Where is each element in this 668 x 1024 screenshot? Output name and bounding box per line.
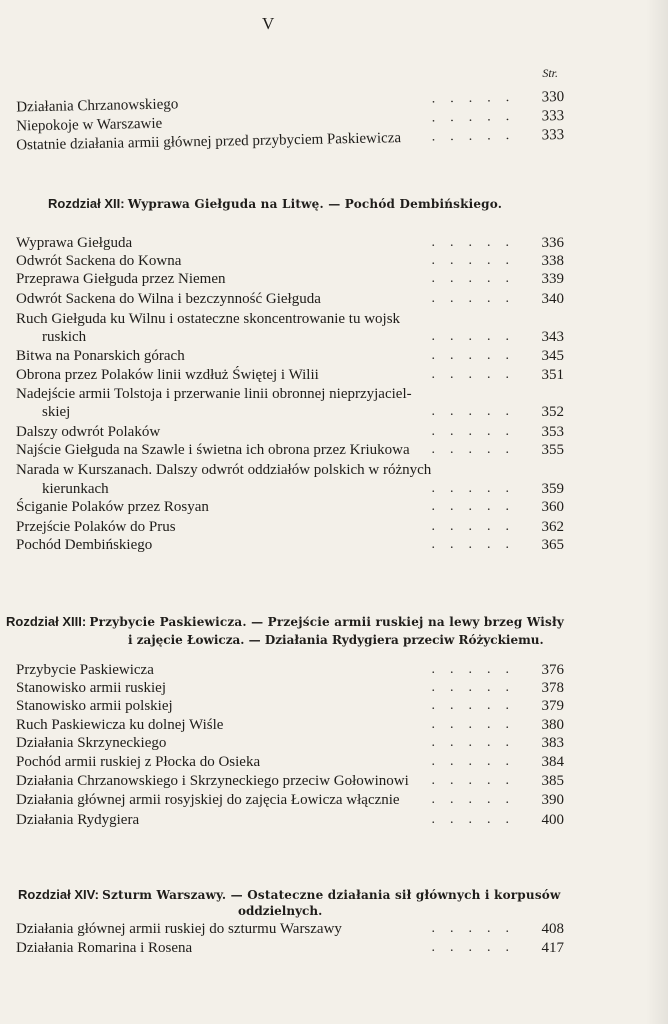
leader-dots: .....	[431, 235, 524, 250]
toc-entry-title: Ściganie Polaków przez Rosyan	[16, 499, 209, 515]
toc-entry-title: Ruch Giełguda ku Wilnu i ostateczne skoncentrowanie tu wojsk	[16, 311, 401, 327]
toc-entry-page: 333	[541, 126, 565, 144]
toc-entry-page: 359	[541, 481, 564, 497]
toc-entry-title: Przeprawa Giełguda przez Niemen	[16, 271, 226, 287]
toc-entry-page: 330	[541, 88, 565, 106]
toc-entry-title: kierunkach	[42, 481, 109, 497]
chapter-14-title-line2: oddzielnych.	[238, 904, 323, 918]
toc-entry-title: Stanowisko armii polskiej	[16, 698, 173, 714]
toc-entry-page: 360	[541, 499, 564, 515]
toc-entry-title: Odwrót Sackena do Kowna	[16, 253, 182, 269]
toc-entry-title: Dalszy odwrót Polaków	[16, 424, 161, 440]
toc-entry-title: Ruch Paskiewicza ku dolnej Wiśle	[16, 717, 224, 733]
page-numeral: V	[262, 14, 276, 33]
leader-dots: .....	[431, 754, 524, 769]
toc-entry-title: Przybycie Paskiewicza	[16, 662, 154, 678]
toc-entry-title: Bitwa na Ponarskich górach	[16, 348, 185, 364]
toc-entry-page: 336	[541, 235, 564, 251]
page-edge-shadow	[646, 0, 668, 1024]
leader-dots: .....	[431, 921, 524, 936]
toc-entry-page: 340	[541, 291, 564, 307]
leader-dots: .....	[431, 792, 524, 807]
leader-dots: .....	[431, 108, 525, 126]
toc-entry-title: skiej	[42, 404, 71, 420]
leader-dots: .....	[431, 253, 524, 268]
toc-entry-title: Odwrót Sackena do Wilna i bezczynność Giełguda	[16, 291, 321, 307]
leader-dots: .....	[431, 481, 524, 496]
toc-entry-page: 378	[541, 680, 564, 696]
toc-entry-title: ruskich	[42, 329, 87, 345]
chapter-12-title: Wyprawa Giełguda na Litwę. — Pochód Dembińskiego.	[127, 197, 503, 211]
leader-dots: .....	[431, 698, 524, 713]
toc-entry-page: 355	[541, 442, 564, 458]
toc-entry-page: 351	[541, 367, 564, 383]
leader-dots: .....	[431, 127, 525, 145]
leader-dots: .....	[431, 329, 524, 344]
toc-entry-page: 400	[541, 812, 564, 828]
chapter-14-heading	[18, 887, 561, 903]
toc-entry-page: 345	[541, 348, 564, 364]
toc-entry-page: 365	[541, 537, 564, 553]
toc-entry-title: Ostatnie działania armii głównej przed przybyciem Paskiewicza	[16, 130, 402, 154]
toc-entry-title: Pochód armii ruskiej z Płocka do Osieka	[16, 754, 261, 770]
leader-dots: .....	[431, 442, 524, 457]
chapter-13-title-line2: i zajęcie Łowicza. — Działania Rydygiera przeciw Różyckiemu.	[128, 633, 544, 647]
toc-entry-page: 385	[541, 773, 564, 789]
leader-dots: .....	[431, 291, 524, 306]
toc-entry-title: Działania Chrzanowskiego i Skrzyneckiego przeciw Gołowinowi	[16, 773, 409, 789]
leader-dots: .....	[431, 773, 524, 788]
toc-entry-page: 343	[541, 329, 564, 345]
toc-entry-page: 333	[541, 107, 565, 125]
toc-entry-page: 417	[541, 940, 564, 956]
leader-dots: .....	[431, 424, 524, 439]
chapter-12-label: Rozdział XII:	[48, 196, 125, 211]
chapter-12-heading	[48, 196, 502, 212]
chapter-13-label: Rozdział XIII:	[6, 614, 87, 629]
toc-entry-title: Nadejście armii Tolstoja i przerwanie linii obronnej nieprzyjaciel-	[16, 386, 412, 402]
leader-dots: .....	[431, 367, 524, 382]
toc-entry-page: 379	[541, 698, 564, 714]
toc-entry-title: Działania głównej armii rosyjskiej do zajęcia Łowicza włącznie	[16, 792, 400, 808]
leader-dots: .....	[431, 499, 524, 514]
toc-entry-page: 384	[541, 754, 564, 770]
chapter-13-heading	[6, 614, 564, 630]
toc-entry-title: Działania Romarina i Rosena	[16, 940, 193, 956]
chapter-13-title: Przybycie Paskiewicza. — Przejście armii ruskiej na lewy brzeg Wisły	[89, 615, 564, 629]
chapter-14-title: Szturm Warszawy. — Ostateczne działania sił głównych i korpusów	[102, 888, 561, 902]
toc-entry-page: 383	[541, 735, 564, 751]
leader-dots: .....	[431, 680, 524, 695]
toc-entry-title: Wyprawa Giełguda	[16, 235, 133, 251]
page-column-header: Str.	[542, 66, 558, 80]
toc-entry-title: Pochód Dembińskiego	[16, 537, 153, 553]
toc-entry-title: Przejście Polaków do Prus	[16, 519, 176, 535]
leader-dots: .....	[431, 404, 524, 419]
leader-dots: .....	[431, 735, 524, 750]
toc-entry-title: Działania Skrzyneckiego	[16, 735, 167, 751]
toc-entry-page: 390	[541, 792, 564, 808]
leader-dots: .....	[431, 348, 524, 363]
toc-entry-title: Obrona przez Polaków linii wzdłuż Świętej i Wilii	[16, 367, 319, 383]
toc-entry-title: Narada w Kurszanach. Dalszy odwrót oddziałów polskich w różnych	[16, 462, 432, 478]
leader-dots: .....	[431, 940, 524, 955]
leader-dots: .....	[431, 717, 524, 732]
toc-entry-title: Działania głównej armii ruskiej do szturmu Warszawy	[16, 921, 342, 937]
toc-entry-title: Niepokoje w Warszawie	[16, 115, 163, 135]
leader-dots: .....	[431, 271, 524, 286]
leader-dots: .....	[431, 812, 524, 827]
toc-entry-title: Działania Rydygiera	[16, 812, 140, 828]
toc-entry-title: Stanowisko armii ruskiej	[16, 680, 166, 696]
toc-entry-page: 352	[541, 404, 564, 420]
toc-entry-page: 362	[541, 519, 564, 535]
toc-entry-page: 376	[541, 662, 564, 678]
leader-dots: .....	[431, 662, 524, 677]
toc-entry-page: 408	[541, 921, 564, 937]
toc-entry-page: 353	[541, 424, 564, 440]
leader-dots: .....	[431, 89, 525, 107]
toc-entry-page: 338	[541, 253, 564, 269]
leader-dots: .....	[431, 537, 524, 552]
toc-entry-title: Najście Giełguda na Szawle i świetna ich obrona przez Kriukowa	[16, 442, 410, 458]
chapter-14-label: Rozdział XIV:	[18, 887, 99, 902]
toc-entry-page: 339	[541, 271, 564, 287]
toc-entry-title: Działania Chrzanowskiego	[16, 96, 179, 116]
toc-entry-page: 380	[541, 717, 564, 733]
leader-dots: .....	[431, 519, 524, 534]
